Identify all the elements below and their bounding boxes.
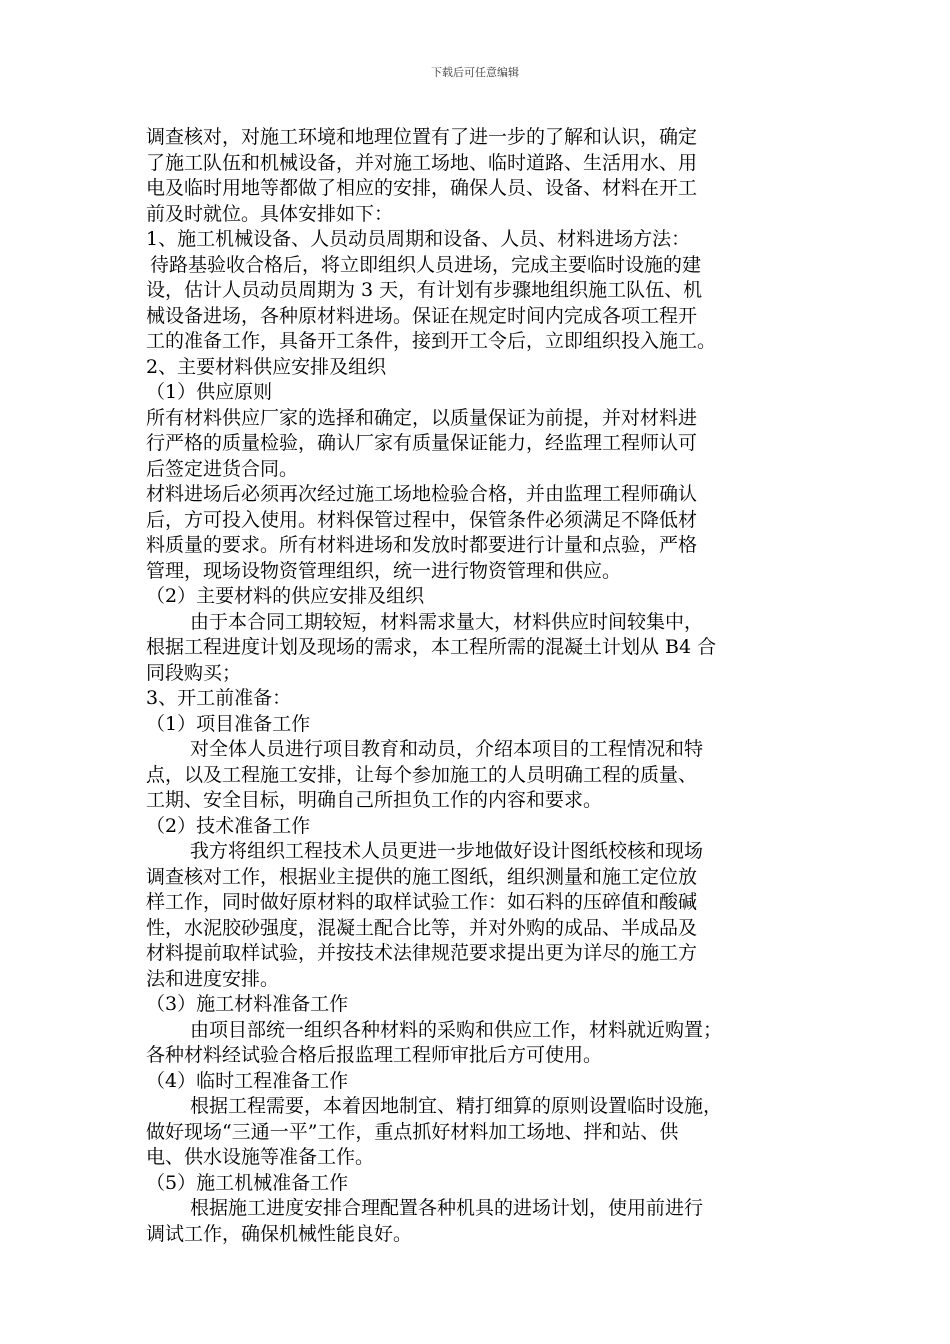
- text-line: 行严格的质量检验，确认厂家有质量保证能力，经监理工程师认可: [146, 432, 698, 454]
- text-line: 根据工程进度计划及现场的需求，本工程所需的混凝土计划从 B4 合: [146, 636, 717, 658]
- text-line: 管理，现场设物资管理组织，统一进行物资管理和供应。: [146, 559, 622, 582]
- text-line: （2）技术准备工作: [146, 814, 311, 837]
- text-line: 1、施工机械设备、人员动员周期和设备、人员、材料进场方法：: [146, 228, 691, 250]
- document-body: [146, 125, 818, 1247]
- text-line: 调查核对工作，根据业主提供的施工图纸，组织测量和施工定位放: [146, 865, 698, 888]
- text-line: （1）项目准备工作: [146, 712, 311, 735]
- text-line: 了施工队伍和机械设备，并对施工场地、临时道路、生活用水、用: [146, 151, 698, 174]
- text-line: 3、开工前准备：: [146, 687, 292, 709]
- text-line: 工期、安全目标，明确自己所担负工作的内容和要求。: [146, 789, 603, 811]
- text-line: 电、供水设施等准备工作。: [146, 1146, 375, 1168]
- text-line: 待路基验收合格后，将立即组织人员进场，完成主要临时设施的建: [150, 253, 702, 276]
- text-line: 2、主要材料供应安排及组织: [146, 355, 387, 378]
- text-line: 各种材料经试验合格后报监理工程师审批后方可使用。: [146, 1044, 603, 1066]
- text-line: 工的准备工作，具备开工条件，接到开工令后，立即组织投入施工。: [146, 330, 717, 352]
- text-line: 样工作，同时做好原材料的取样试验工作：如石料的压碎值和酸碱: [146, 891, 698, 913]
- text-line: 对全体人员进行项目教育和动员，介绍本项目的工程情况和特: [190, 738, 704, 760]
- text-line: 材料进场后必须再次经过施工场地检验合格，并由监理工程师确认: [146, 483, 698, 505]
- text-line: 材料提前取样试验，并按技术法律规范要求提出更为详尽的施工方: [146, 942, 698, 964]
- text-line: （5）施工机械准备工作: [146, 1171, 349, 1194]
- text-line: 由于本合同工期较短，材料需求量大，材料供应时间较集中，: [190, 610, 704, 633]
- text-line: （3）施工材料准备工作: [146, 993, 349, 1015]
- text-line: 后，方可投入使用。材料保管过程中，保管条件必须满足不降低材: [146, 508, 698, 531]
- page-header: 下载后可任意编辑: [431, 66, 519, 79]
- text-line: 同段购买；: [146, 661, 242, 684]
- text-line: 电及临时用地等都做了相应的安排，确保人员、设备、材料在开工: [146, 177, 698, 199]
- text-line: 性，水泥胶砂强度，混凝土配合比等，并对外购的成品、半成品及: [146, 916, 698, 939]
- text-line: 调试工作，确保机械性能良好。: [146, 1222, 413, 1245]
- text-line: （2）主要材料的供应安排及组织: [146, 585, 425, 607]
- text-line: 根据施工进度安排合理配置各种机具的进场计划，使用前进行: [190, 1197, 704, 1219]
- text-line: 前及时就位。具体安排如下：: [146, 202, 394, 225]
- text-line: 设，估计人员动员周期为 3 天，有计划有步骤地组织施工队伍、机: [146, 279, 703, 301]
- text-line: 点，以及工程施工安排，让每个参加施工的人员明确工程的质量、: [146, 763, 698, 786]
- text-line: 法和进度安排。: [146, 967, 280, 990]
- text-line: 后签定进货合同。: [146, 457, 299, 480]
- text-line: 械设备进场，各种原材料进场。保证在规定时间内完成各项工程开: [146, 304, 698, 327]
- text-line: 由项目部统一组织各种材料的采购和供应工作，材料就近购置；: [190, 1018, 723, 1041]
- text-line: 调查核对，对施工环境和地理位置有了进一步的了解和认识，确定: [146, 126, 698, 148]
- text-line: （4）临时工程准备工作: [146, 1069, 349, 1092]
- text-line: 所有材料供应厂家的选择和确定，以质量保证为前提，并对材料进: [146, 406, 698, 429]
- text-line: 根据工程需要，本着因地制宜、精打细算的原则设置临时设施，: [190, 1095, 723, 1117]
- text-line: 我方将组织工程技术人员更进一步地做好设计图纸校核和现场: [190, 840, 704, 862]
- text-line: 做好现场“三通一平”工作，重点抓好材料加工场地、拌和站、供: [146, 1120, 679, 1143]
- text-line: 料质量的要求。所有材料进场和发放时都要进行计量和点验，严格: [146, 534, 698, 556]
- text-line: （1）供应原则: [146, 381, 273, 403]
